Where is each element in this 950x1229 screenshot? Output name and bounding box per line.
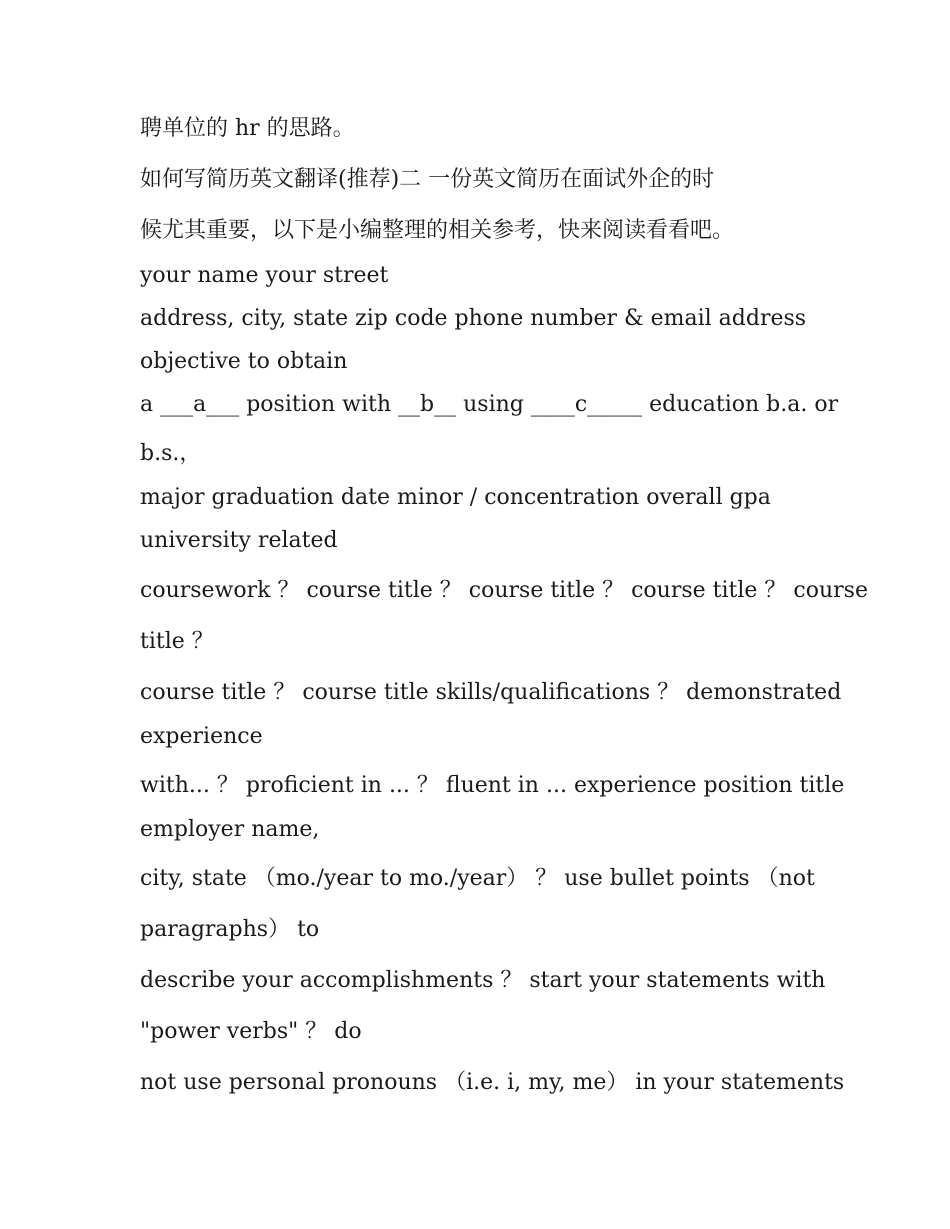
- text-line-18: paragraphs） to: [140, 917, 320, 942]
- text-line-11: coursework ？ course title ？ course title ？ course title ？ course: [140, 578, 868, 603]
- text-line-8: b.s.，: [140, 441, 202, 466]
- text-line-1: 聘单位的 hr 的思路。: [140, 116, 355, 141]
- text-line-17: city, state （mo./year to mo./year） ？ use bullet points （not: [140, 866, 815, 891]
- text-line-21: not use personal pronouns （i.e. i, my, me） in your statements: [140, 1070, 845, 1095]
- text-line-4: your name your street: [140, 263, 389, 288]
- text-line-7: a ___a___ position with __b__ using ____c_____ education b.a. or: [140, 392, 839, 417]
- text-line-2: 如何写简历英文翻译(推荐)二 一份英文简历在面试外企的时: [140, 167, 715, 192]
- text-line-6: objective to obtain: [140, 349, 348, 374]
- text-line-5: address, city, state zip code phone number & email address: [140, 306, 807, 331]
- text-line-16: employer name,: [140, 817, 320, 842]
- text-line-12: title ？: [140, 629, 214, 654]
- text-line-20: "power verbs" ？ do: [140, 1019, 362, 1044]
- text-line-14: experience: [140, 724, 263, 749]
- text-line-9: major graduation date minor / concentration overall gpa: [140, 485, 771, 510]
- text-line-3: 候尤其重要，以下是小编整理的相关参考，快来阅读看看吧。: [140, 218, 735, 243]
- text-line-19: describe your accomplishments ？ start your statements with: [140, 968, 826, 993]
- text-line-13: course title ？ course title skills/qualifications ？ demonstrated: [140, 680, 842, 705]
- text-line-10: university related: [140, 528, 338, 553]
- text-line-15: with... ？ proficient in ... ？ fluent in ... experience position title: [140, 773, 845, 798]
